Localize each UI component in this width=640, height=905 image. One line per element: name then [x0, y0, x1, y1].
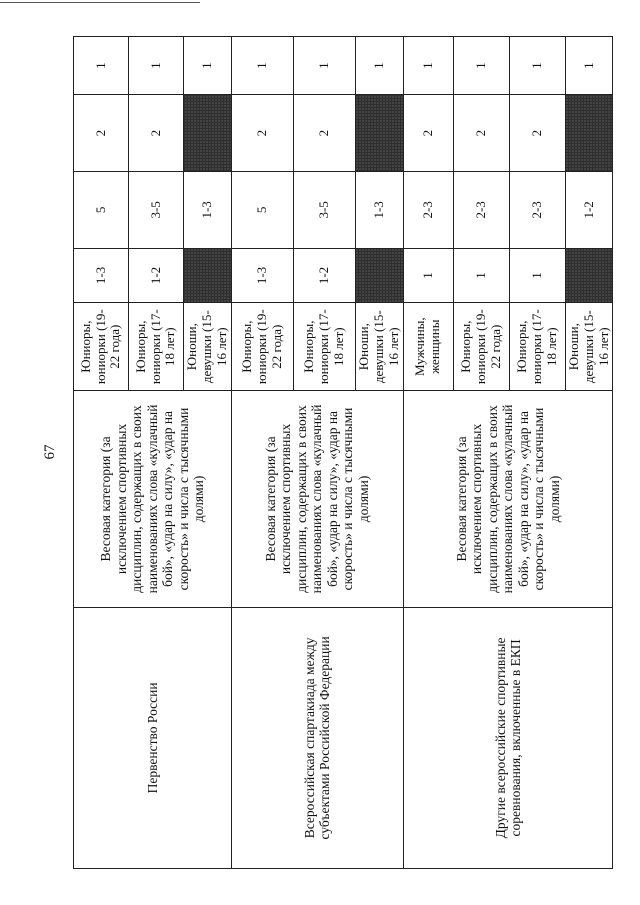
value-cell: 1 [231, 37, 293, 95]
weight-category-cell: Весовая категория (за исключением спортивных дисциплин, содержащих в своих наименованиях слова «кулачный бой», «удар на силу», «удар на скорость» и числа с тысячными долями) [231, 391, 403, 608]
value-cell: 1 [184, 37, 232, 95]
competition-cell: Другие всероссийские спортивные соревнования, включенные в ЕКП [403, 607, 613, 868]
value-cell: 1 [565, 37, 613, 95]
value-cell: 2-3 [509, 172, 565, 249]
competition-cell: Всероссийская спартакиада между субъектами Российской Федерации [231, 607, 403, 868]
group-cell: Юноши, девушки (15-16 лет) [184, 303, 232, 391]
shaded-cell [355, 95, 403, 172]
value-cell: 2 [293, 95, 355, 172]
value-cell: 2 [129, 95, 184, 172]
group-cell: Юноши, девушки (15-16 лет) [355, 303, 403, 391]
value-cell: 1 [453, 37, 509, 95]
group-cell: Юниоры, юниорки (19-22 года) [231, 303, 293, 391]
value-cell: 1-3 [74, 248, 129, 302]
shaded-cell [184, 248, 232, 302]
value-cell: 2 [74, 95, 129, 172]
value-cell: 2-3 [453, 172, 509, 249]
value-cell: 1 [403, 248, 453, 302]
value-cell: 1-2 [129, 248, 184, 302]
value-cell: 2 [231, 95, 293, 172]
group-cell: Юниоры, юниорки (19-22 года) [74, 303, 129, 391]
table-wrap [73, 36, 611, 869]
value-cell: 1-3 [231, 248, 293, 302]
value-cell: 1-2 [293, 248, 355, 302]
value-cell: 3-5 [129, 172, 184, 249]
page-number: 67 [42, 444, 58, 460]
shaded-cell [355, 248, 403, 302]
value-cell: 3-5 [293, 172, 355, 249]
group-cell: Юниоры, юниорки (17-18 лет) [129, 303, 184, 391]
value-cell: 1 [453, 248, 509, 302]
value-cell: 5 [74, 172, 129, 249]
value-cell: 1-3 [355, 172, 403, 249]
shaded-cell [565, 95, 613, 172]
value-cell: 2 [403, 95, 453, 172]
sports-rank-table [73, 36, 613, 869]
weight-category-cell: Весовая категория (за исключением спортивных дисциплин, содержащих в своих наименованиях слова «кулачный бой», «удар на силу», «удар на скорость» и числа с тысячными долями) [74, 391, 232, 608]
value-cell: 1 [509, 37, 565, 95]
value-cell: 1 [129, 37, 184, 95]
value-cell: 1 [403, 37, 453, 95]
value-cell: 2 [453, 95, 509, 172]
table-row [403, 37, 453, 869]
value-cell: 1 [74, 37, 129, 95]
competition-cell: Первенство России [74, 607, 232, 868]
value-cell: 1 [293, 37, 355, 95]
shaded-cell [184, 95, 232, 172]
value-cell: 2-3 [403, 172, 453, 249]
group-cell: Юниоры, юниорки (17-18 лет) [293, 303, 355, 391]
table-row [231, 37, 293, 869]
value-cell: 1-2 [565, 172, 613, 249]
value-cell: 5 [231, 172, 293, 249]
value-cell: 2 [509, 95, 565, 172]
group-cell: Мужчины, женщины [403, 303, 453, 391]
value-cell: 1 [509, 248, 565, 302]
value-cell: 1-3 [184, 172, 232, 249]
group-cell: Юниоры, юниорки (17-18 лет) [509, 303, 565, 391]
table-row [74, 37, 129, 869]
group-cell: Юноши, девушки (15-16 лет) [565, 303, 613, 391]
shaded-cell [565, 248, 613, 302]
group-cell: Юниоры, юниорки (19-22 года) [453, 303, 509, 391]
top-rule [0, 2, 200, 3]
weight-category-cell: Весовая категория (за исключением спортивных дисциплин, содержащих в своих наименованиях слова «кулачный бой», «удар на силу», «удар на скорость» и числа с тысячными долями) [403, 391, 613, 608]
value-cell: 1 [355, 37, 403, 95]
